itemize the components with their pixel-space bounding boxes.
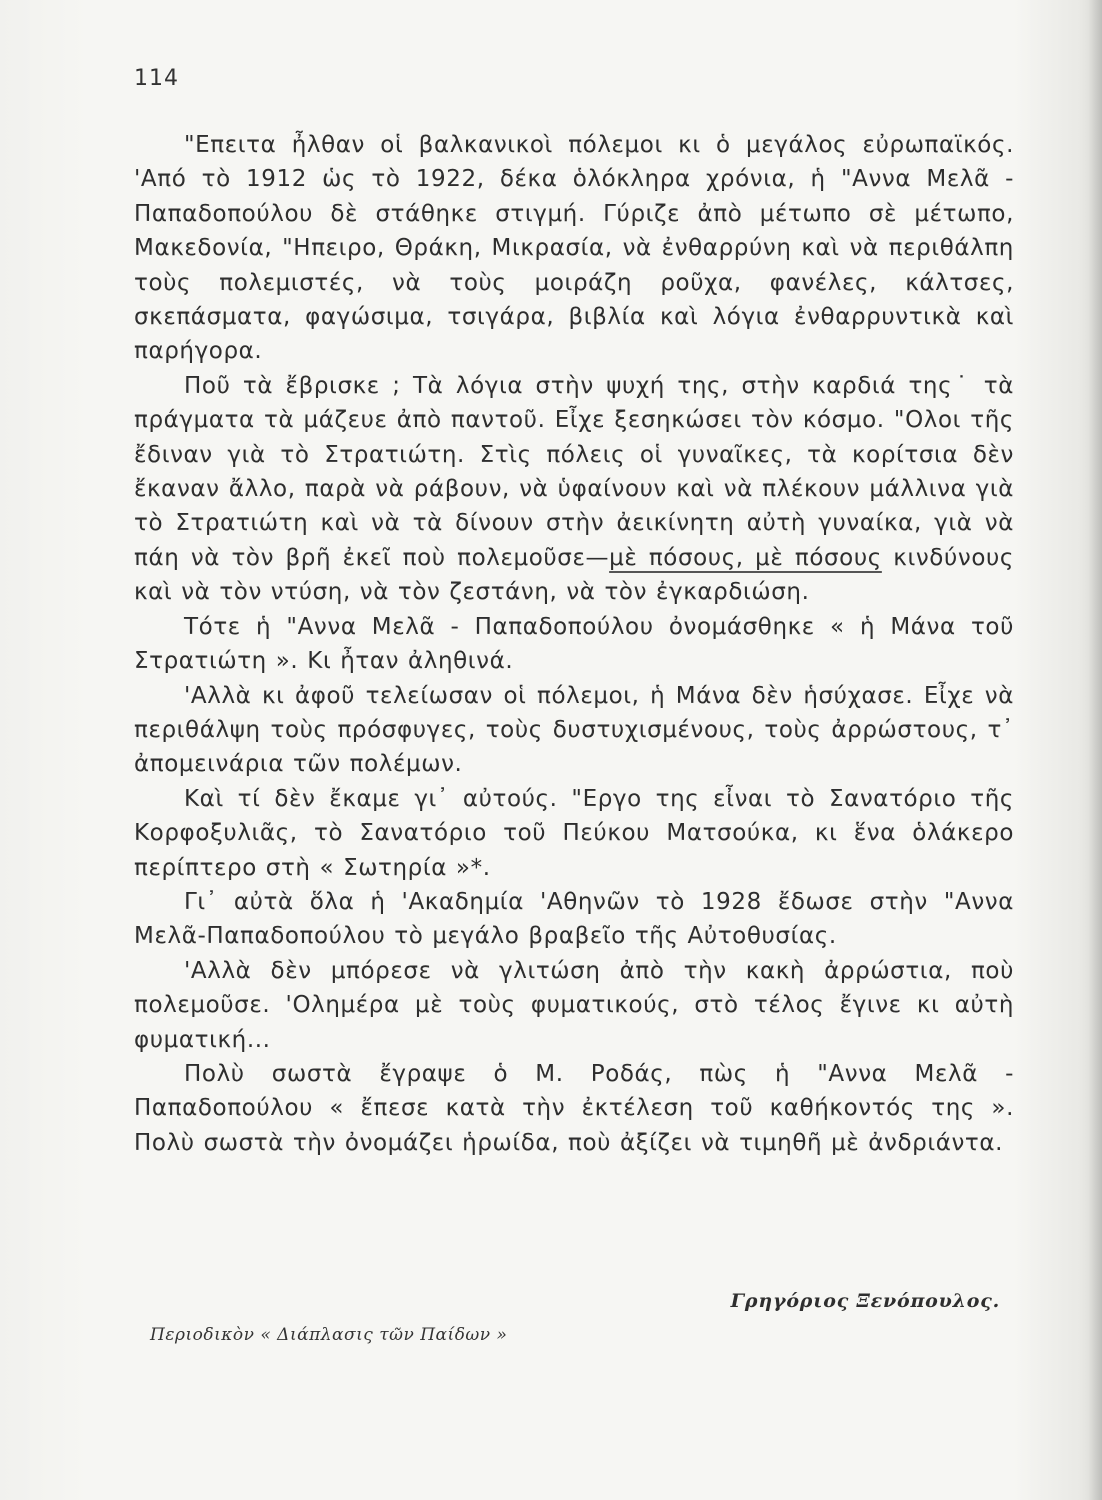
source-citation: Περιοδικὸν « Διάπλασις τῶν Παίδων »	[150, 1325, 508, 1345]
paragraph-sanatoriums: Καὶ τί δὲν ἔκαμε γι᾿ αὐτούς. "Εργο της εἶναι τὸ Σανατόριο τῆς Κορφοξυλιᾶς, τὸ Σανατόριο τοῦ Πεύκου Ματσούκα, κι ἕνα ὁλάκερο περίπτερο στὴ « Σωτηρία »*.	[134, 785, 1014, 881]
paragraph-illness: 'Αλλὰ δὲν μπόρεσε νὰ γλιτώση ἀπὸ τὴν κακὴ ἀρρώστια, ποὺ πολεμοῦσε. 'Ολημέρα μὲ τοὺς φυματικούς, στὸ τέλος ἔγινε κι αὐτὴ φυματική...	[134, 957, 1014, 1053]
underlined-phrase: μὲ πόσους, μὲ πόσους	[609, 544, 882, 571]
paragraph-academy-award: Γι᾿ αὐτὰ ὅλα ἡ 'Ακαδημία 'Αθηνῶν τὸ 1928 ἔδωσε στὴν "Αννα Μελᾶ-Παπαδοπούλου τὸ μεγάλο βραβεῖο τῆς Αὐτοθυσίας.	[134, 888, 1014, 950]
paragraph-mother-of-soldier: Τότε ἡ "Αννα Μελᾶ - Παπαδοπούλου ὀνομάσθηκε « ἡ Μάνα τοῦ Στρατιώτη ». Κι ἦταν ἀληθινά.	[134, 613, 1014, 675]
author-signature: Γρηγόριος Ξενόπουλος.	[730, 1290, 1000, 1312]
body-text	[134, 128, 1014, 1160]
paragraph-rodas-quote: Πολὺ σωστὰ ἔγραψε ὁ Μ. Ροδάς, πὼς ἡ "Αννα Μελᾶ - Παπαδοπούλου « ἔπεσε κατὰ τὴν ἐκτέλεση τοῦ καθήκοντός της ». Πολὺ σωστὰ τὴν ὀνομάζει ἡρωίδα, ποὺ ἀξίζει νὰ τιμηθῆ μὲ ἀνδριάντα.	[134, 1060, 1014, 1156]
paragraph-after-wars: 'Αλλὰ κι ἀφοῦ τελείωσαν οἱ πόλεμοι, ἡ Μάνα δὲν ἡσύχασε. Εἶχε νὰ περιθάλψη τοὺς πρόσφυγες, τοὺς δυστυχισμένους, τοὺς ἀρρώστους, τ᾿ ἀπομεινάρια τῶν πολέμων.	[134, 682, 1014, 778]
paragraph-where-found-end: κινδύνους καὶ νὰ τὸν ντύση, νὰ τὸν ζεστάνη, νὰ τὸν ἐγκαρδιώση.	[134, 544, 1014, 606]
paragraph-where-found-text: Ποῦ τὰ ἔβρισκε ; Τὰ λόγια στὴν ψυχή της, στὴν καρδιά της˙ τὰ πράγματα τὰ μάζευε ἀπὸ παντοῦ. Εἶχε ξεσηκώσει τὸν κόσμο. "Ολοι τῆς ἔδιναν γιὰ τὸ Στρατιώτη. Στὶς πόλεις οἱ γυναῖκες, τὰ κορίτσια δὲν ἔκαναν ἄλλο, παρὰ νὰ ράβουν, νὰ ὑφαίνουν καὶ νὰ πλέκουν μάλλινα γιὰ τὸ Στρατιώτη καὶ νὰ τὰ δίνουν στὴν ἀεικίνητη αὐτὴ γυναίκα, γιὰ νὰ πάη νὰ τὸν βρῆ ἐκεῖ ποὺ πολεμοῦσε—	[134, 372, 1014, 571]
paragraph-wars: "Επειτα ἦλθαν οἱ βαλκανικοὶ πόλεμοι κι ὁ μεγάλος εὐρωπαϊκός. 'Από τὸ 1912 ὡς τὸ 1922, δέκα ὁλόκληρα χρόνια, ἡ "Αννα Μελᾶ - Παπαδοπούλου δὲ στάθηκε στιγμή. Γύριζε ἀπὸ μέτωπο σὲ μέτωπο, Μακεδονία, "Ηπειρο, Θράκη, Μικρασία, νὰ ἐνθαρρύνη καὶ νὰ περιθάλπη τοὺς πολεμιστές, νὰ τοὺς μοιράζη ροῦχα, φανέλες, κάλτσες, σκεπάσματα, φαγώσιμα, τσιγάρα, βιβλία καὶ λόγια ἐνθαρρυντικὰ καὶ παρήγορα.	[134, 132, 1014, 365]
paragraph-where-found	[134, 369, 1014, 610]
page-edge-shadow	[1088, 0, 1102, 1500]
page-number: 114	[134, 66, 179, 91]
